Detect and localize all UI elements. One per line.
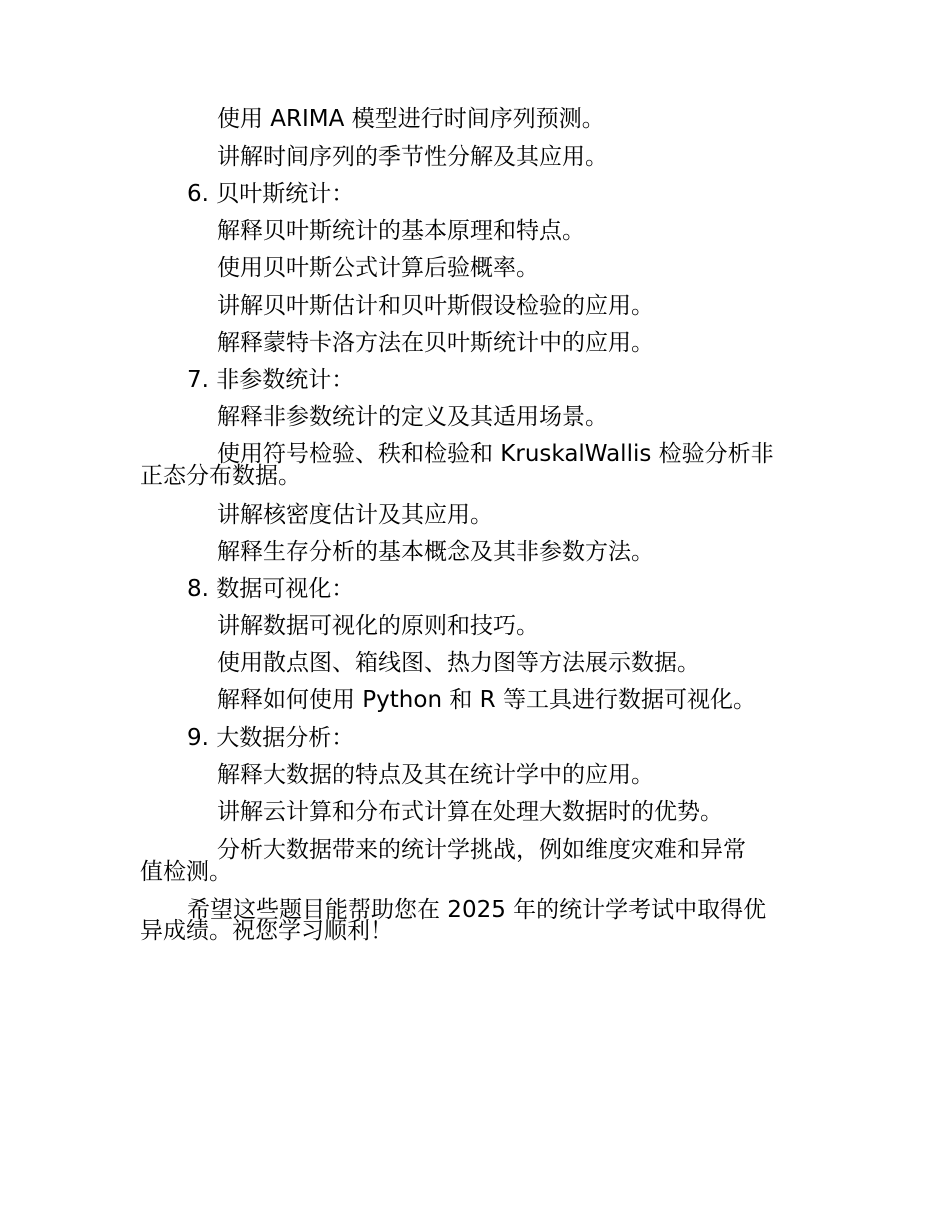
paragraph-line: 使用贝叶斯公式计算后验概率。 <box>217 255 539 281</box>
paragraph-line: 解释贝叶斯统计的基本原理和特点。 <box>217 218 585 244</box>
paragraph-line: 解释蒙特卡洛方法在贝叶斯统计中的应用。 <box>217 330 654 356</box>
paragraph-line: 解释大数据的特点及其在统计学中的应用。 <box>217 762 654 788</box>
paragraph-line: 使用符号检验、秩和检验和 KruskalWallis 检验分析非 <box>217 441 774 467</box>
paragraph-line: 正态分布数据。 <box>140 463 301 489</box>
paragraph-line: 讲解数据可视化的原则和技巧。 <box>217 613 539 639</box>
section-heading: 8. 数据可视化： <box>187 576 355 602</box>
paragraph-line: 讲解核密度估计及其应用。 <box>217 502 493 528</box>
closing-line: 异成绩。祝您学习顺利！ <box>140 918 393 944</box>
paragraph-line: 讲解时间序列的季节性分解及其应用。 <box>217 144 608 170</box>
section-heading: 6. 贝叶斯统计： <box>187 181 355 207</box>
paragraph-line: 使用散点图、箱线图、热力图等方法展示数据。 <box>217 650 700 676</box>
paragraph-line: 解释生存分析的基本概念及其非参数方法。 <box>217 539 654 565</box>
paragraph-line: 分析大数据带来的统计学挑战，例如维度灾难和异常 <box>217 837 746 863</box>
section-heading: 7. 非参数统计： <box>187 367 355 393</box>
paragraph-line: 值检测。 <box>140 859 232 885</box>
paragraph-line: 讲解贝叶斯估计和贝叶斯假设检验的应用。 <box>217 293 654 319</box>
closing-line: 希望这些题目能帮助您在 2025 年的统计学考试中取得优 <box>187 897 767 923</box>
paragraph-line: 使用 ARIMA 模型进行时间序列预测。 <box>217 106 605 132</box>
paragraph-line: 解释如何使用 Python 和 R 等工具进行数据可视化。 <box>217 687 756 713</box>
paragraph-line: 讲解云计算和分布式计算在处理大数据时的优势。 <box>217 799 723 825</box>
section-heading: 9. 大数据分析： <box>187 725 355 751</box>
paragraph-line: 解释非参数统计的定义及其适用场景。 <box>217 404 608 430</box>
